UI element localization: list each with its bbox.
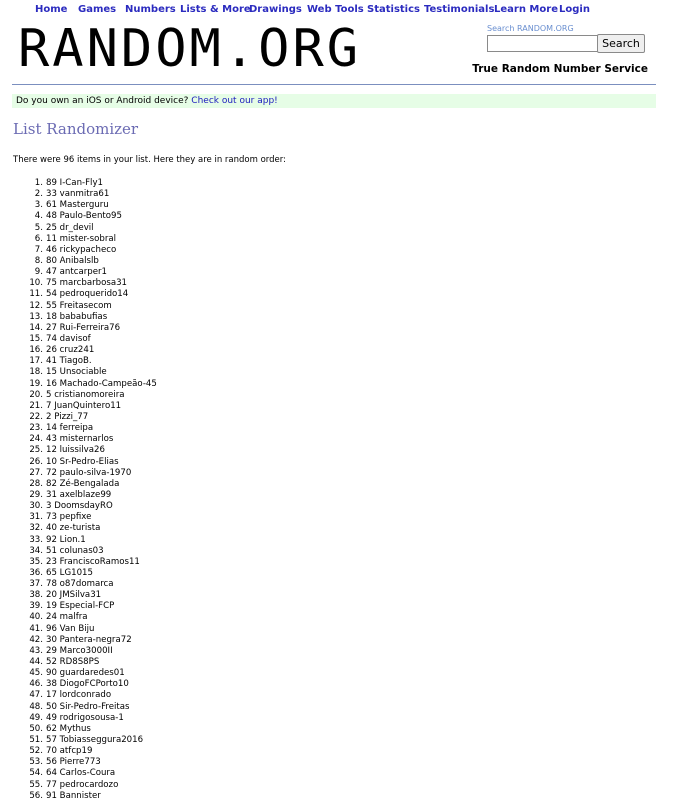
result-text: 89 I-Can-Fly1 — [46, 178, 104, 188]
result-text: 17 lordconrado — [46, 690, 112, 701]
result-index: 29. — [29, 489, 43, 500]
result-index: 35. — [29, 556, 43, 567]
site-tagline: True Random Number Service — [472, 63, 648, 75]
result-index: 16. — [29, 345, 43, 356]
result-text: 56 Pierre773 — [46, 757, 101, 768]
result-text: 5 cristianomoreira — [46, 389, 125, 400]
result-index: 54. — [29, 768, 43, 779]
result-index: 33. — [29, 534, 43, 545]
result-item — [0, 490, 300, 501]
result-text: 78 o87domarca — [46, 579, 114, 590]
result-item — [0, 423, 300, 434]
result-index: 46. — [29, 679, 43, 690]
result-text: 72 paulo-silva-1970 — [46, 467, 132, 478]
result-text: 96 Van Biju — [46, 623, 95, 634]
result-text: 49 rodrigosousa-1 — [46, 712, 124, 723]
result-text: 15 Unsociable — [46, 367, 107, 378]
result-index: 20. — [29, 389, 43, 400]
nav-lists-more[interactable]: Lists & More — [180, 4, 251, 15]
result-item — [0, 334, 300, 345]
result-text: 27 Rui-Ferreira76 — [46, 322, 121, 333]
result-index: 7. — [34, 244, 43, 255]
result-text: 31 axelblaze99 — [46, 489, 112, 500]
result-index: 12. — [29, 300, 43, 311]
result-item — [0, 657, 300, 668]
result-index: 14. — [29, 322, 43, 333]
result-text: 29 Marco3000II — [46, 645, 113, 656]
result-item — [0, 267, 300, 278]
nav-statistics[interactable]: Statistics — [367, 4, 420, 15]
result-index: 56. — [29, 790, 43, 801]
result-index: 38. — [29, 590, 43, 601]
result-item — [0, 323, 300, 334]
result-text: 80 Anibalslb — [46, 255, 99, 266]
result-text: 92 Lion.1 — [46, 534, 86, 545]
result-index: 3. — [34, 200, 43, 211]
result-index: 9. — [34, 267, 43, 278]
result-text: 52 RD8S8PS — [46, 657, 100, 668]
result-text: 33 vanmitra61 — [46, 189, 110, 200]
result-index: 22. — [29, 411, 43, 422]
result-item — [0, 768, 300, 779]
result-item — [0, 412, 300, 423]
nav-numbers[interactable]: Numbers — [125, 4, 176, 15]
result-item — [0, 735, 300, 746]
result-text: 70 atfcp19 — [46, 746, 93, 757]
result-text: 10 Sr-Pedro-Elias — [46, 456, 119, 467]
result-text: 25 dr_devil — [46, 222, 94, 233]
result-item — [0, 624, 300, 635]
result-text: 23 FranciscoRamos11 — [46, 556, 140, 567]
result-item — [0, 468, 300, 479]
result-text: 65 LG1015 — [46, 567, 93, 578]
result-index: 8. — [34, 255, 43, 266]
result-item — [0, 568, 300, 579]
result-index: 55. — [29, 779, 43, 790]
result-item — [0, 724, 300, 735]
result-item — [0, 345, 300, 356]
result-index: 30. — [29, 501, 43, 512]
result-index: 26. — [29, 456, 43, 467]
result-text: 51 colunas03 — [46, 545, 104, 556]
result-item — [0, 479, 300, 490]
result-item — [0, 245, 300, 256]
search-label: Search RANDOM.ORG — [487, 24, 574, 33]
result-item — [0, 690, 300, 701]
result-text: 55 Freitasecom — [46, 300, 112, 311]
nav-home[interactable]: Home — [35, 4, 68, 15]
result-item — [0, 223, 300, 234]
result-item — [0, 301, 300, 312]
result-item — [0, 211, 300, 222]
result-item — [0, 178, 300, 189]
result-text: 43 misternarlos — [46, 434, 114, 445]
result-text: 41 TiagoB. — [46, 356, 92, 367]
site-logo[interactable]: RANDOM.ORG — [18, 19, 362, 79]
result-item — [0, 289, 300, 300]
result-item — [0, 501, 300, 512]
result-text: 75 marcbarbosa31 — [46, 278, 128, 289]
result-item — [0, 668, 300, 679]
nav-drawings[interactable]: Drawings — [249, 4, 302, 15]
result-item — [0, 278, 300, 289]
result-item — [0, 635, 300, 646]
search-input[interactable] — [487, 35, 599, 52]
result-index: 47. — [29, 690, 43, 701]
result-text: 62 Mythus — [46, 723, 91, 734]
result-item — [0, 356, 300, 367]
result-item — [0, 713, 300, 724]
nav-testimonials[interactable]: Testimonials — [424, 4, 495, 15]
result-index: 52. — [29, 746, 43, 757]
banner-app-link[interactable]: Check out our app! — [191, 96, 278, 106]
result-list — [0, 178, 300, 802]
result-item — [0, 312, 300, 323]
result-text: 38 DiogoFCPorto10 — [46, 679, 129, 690]
result-item — [0, 457, 300, 468]
search-button[interactable]: Search — [597, 34, 645, 53]
result-index: 1. — [34, 178, 43, 188]
result-item — [0, 367, 300, 378]
result-index: 13. — [29, 311, 43, 322]
result-text: 82 Zé-Bengalada — [46, 478, 120, 489]
result-text: 74 davisof — [46, 333, 91, 344]
result-index: 51. — [29, 735, 43, 746]
result-index: 18. — [29, 367, 43, 378]
result-item — [0, 546, 300, 557]
result-text: 11 mister-sobral — [46, 233, 117, 244]
result-text: 20 JMSilva31 — [46, 590, 102, 601]
result-index: 5. — [34, 222, 43, 233]
result-text: 40 ze-turista — [46, 523, 101, 534]
result-item — [0, 557, 300, 568]
result-text: 24 malfra — [46, 612, 88, 623]
result-item — [0, 590, 300, 601]
result-text: 46 rickypacheco — [46, 244, 117, 255]
result-index: 37. — [29, 579, 43, 590]
intro-text: There were 96 items in your list. Here they are in random order: — [13, 155, 286, 165]
result-index: 17. — [29, 356, 43, 367]
result-index: 28. — [29, 478, 43, 489]
result-item — [0, 256, 300, 267]
result-item — [0, 379, 300, 390]
result-index: 10. — [29, 278, 43, 289]
nav-learn-more[interactable]: Learn More — [494, 4, 558, 15]
result-index: 53. — [29, 757, 43, 768]
result-item — [0, 512, 300, 523]
result-item — [0, 646, 300, 657]
result-text: 12 luissilva26 — [46, 445, 105, 456]
nav-games[interactable]: Games — [78, 4, 117, 15]
result-text: 16 Machado-Campeão-45 — [46, 378, 157, 389]
result-text: 50 Sir-Pedro-Freitas — [46, 701, 130, 712]
result-item — [0, 189, 300, 200]
header-divider — [12, 84, 656, 85]
result-item — [0, 401, 300, 412]
nav-web-tools[interactable]: Web Tools — [307, 4, 364, 15]
result-item — [0, 679, 300, 690]
result-item — [0, 445, 300, 456]
result-item — [0, 234, 300, 245]
result-index: 21. — [29, 400, 43, 411]
result-item — [0, 390, 300, 401]
result-item — [0, 200, 300, 211]
result-index: 43. — [29, 645, 43, 656]
result-item — [0, 601, 300, 612]
result-item — [0, 780, 300, 791]
result-text: 64 Carlos-Coura — [46, 768, 116, 779]
result-index: 4. — [34, 211, 43, 222]
result-item — [0, 746, 300, 757]
result-item — [0, 579, 300, 590]
result-index: 49. — [29, 712, 43, 723]
result-item — [0, 702, 300, 713]
result-index: 15. — [29, 333, 43, 344]
result-text: 7 JuanQuintero11 — [46, 400, 122, 411]
result-text: 77 pedrocardozo — [46, 779, 119, 790]
result-text: 91 Bannister — [46, 790, 101, 801]
result-text: 30 Pantera-negra72 — [46, 634, 132, 645]
result-index: 48. — [29, 701, 43, 712]
result-index: 31. — [29, 512, 43, 523]
result-item — [0, 535, 300, 546]
result-index: 41. — [29, 623, 43, 634]
result-text: 14 ferreipa — [46, 423, 94, 434]
result-index: 40. — [29, 612, 43, 623]
result-index: 50. — [29, 723, 43, 734]
result-text: 48 Paulo-Bento95 — [46, 211, 122, 222]
result-index: 32. — [29, 523, 43, 534]
result-text: 61 Masterguru — [46, 200, 109, 211]
result-text: 54 pedroquerido14 — [46, 289, 129, 300]
app-banner — [12, 94, 656, 108]
result-index: 19. — [29, 378, 43, 389]
result-item — [0, 434, 300, 445]
top-nav — [0, 3, 680, 19]
result-text: 73 pepfixe — [46, 512, 92, 523]
result-text: 57 Tobiasseggura2016 — [46, 735, 144, 746]
result-index: 36. — [29, 567, 43, 578]
banner-text: Do you own an iOS or Android device? — [16, 96, 192, 106]
result-index: 45. — [29, 668, 43, 679]
result-item — [0, 757, 300, 768]
result-index: 24. — [29, 434, 43, 445]
result-text: 26 cruz241 — [46, 345, 95, 356]
result-index: 6. — [34, 233, 43, 244]
result-item — [0, 612, 300, 623]
nav-login[interactable]: Login — [559, 4, 590, 15]
result-text: 47 antcarper1 — [46, 267, 108, 278]
result-index: 2. — [34, 189, 43, 200]
result-index: 44. — [29, 657, 43, 668]
result-index: 39. — [29, 601, 43, 612]
result-index: 42. — [29, 634, 43, 645]
result-item — [0, 523, 300, 534]
result-index: 27. — [29, 467, 43, 478]
result-text: 90 guardaredes01 — [46, 668, 125, 679]
result-text: 3 DoomsdayRO — [46, 501, 113, 512]
result-index: 23. — [29, 423, 43, 434]
result-text: 18 bababufias — [46, 311, 108, 322]
result-text: 2 Pizzi_77 — [46, 411, 89, 422]
result-index: 11. — [29, 289, 43, 300]
result-text: 19 Especial-FCP — [46, 601, 115, 612]
result-index: 25. — [29, 445, 43, 456]
result-item — [0, 791, 300, 802]
result-index: 34. — [29, 545, 43, 556]
page-title: List Randomizer — [13, 120, 139, 138]
